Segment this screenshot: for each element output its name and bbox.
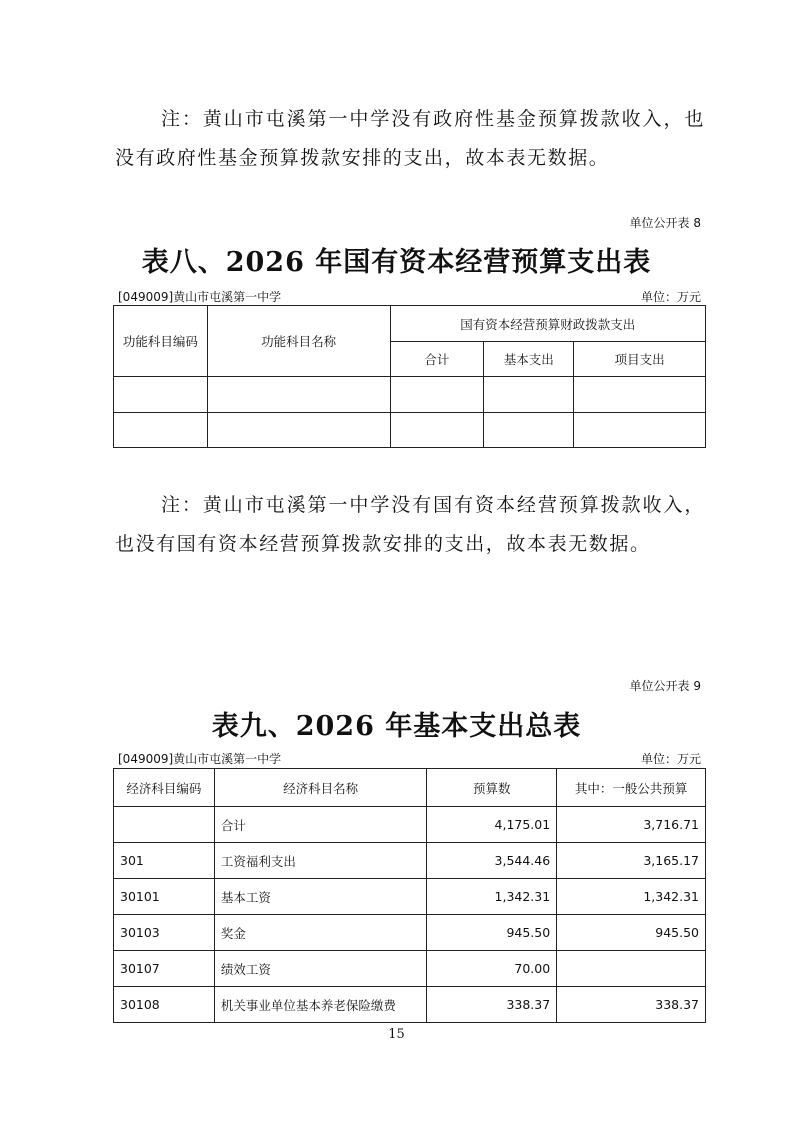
table8-header-name: 功能科目名称 (207, 306, 390, 377)
row-name: 绩效工资 (214, 951, 427, 987)
table8-empty-row (114, 413, 706, 448)
row-general: 1,342.31 (557, 879, 706, 915)
row-name: 机关事业单位基本养老保险缴费 (214, 987, 427, 1023)
row-name: 合计 (214, 807, 427, 843)
row-name: 奖金 (214, 915, 427, 951)
row-general: 3,165.17 (557, 843, 706, 879)
table9-header-code: 经济科目编码 (114, 769, 215, 807)
row-code: 301 (114, 843, 215, 879)
row-code: 30107 (114, 951, 215, 987)
table-row (114, 951, 706, 987)
row-code (114, 807, 215, 843)
table9-title: 表九、2026 年基本支出总表 (211, 711, 582, 742)
table8-title: 表八、2026 年国有资本经营预算支出表 (141, 247, 652, 278)
table8-unit: 单位：万元 (640, 290, 701, 304)
table8-header-group: 国有资本经营预算财政拨款支出 (390, 306, 706, 342)
row-budget: 338.37 (427, 987, 557, 1023)
row-budget: 945.50 (427, 915, 557, 951)
table9-org: [049009]黄山市屯溪第一中学 (118, 752, 282, 766)
table9-tag: 单位公开表 9 (629, 679, 701, 693)
row-budget: 3,544.46 (427, 843, 557, 879)
table-row (114, 915, 706, 951)
row-general: 3,716.71 (557, 807, 706, 843)
table8-org: [049009]黄山市屯溪第一中学 (118, 290, 282, 304)
row-general (557, 951, 706, 987)
page-number: 15 (388, 1027, 405, 1042)
row-general: 945.50 (557, 915, 706, 951)
table9-header-name: 经济科目名称 (214, 769, 427, 807)
row-code: 30108 (114, 987, 215, 1023)
row-name: 工资福利支出 (214, 843, 427, 879)
row-budget: 1,342.31 (427, 879, 557, 915)
row-general: 338.37 (557, 987, 706, 1023)
table8 (113, 305, 706, 448)
table9-unit: 单位：万元 (640, 752, 701, 766)
table8-tag: 单位公开表 8 (629, 216, 701, 230)
table8-empty-row (114, 377, 706, 413)
note-no-government-fund: 注：黄山市屯溪第一中学没有政府性基金预算拨款收入，也没有政府性基金预算拨款安排的支出，故本表无数据。 (115, 108, 705, 169)
table8-header-total: 合计 (390, 342, 484, 377)
row-name: 基本工资 (214, 879, 427, 915)
table8-header-code: 功能科目编码 (114, 306, 208, 377)
table-row (114, 987, 706, 1023)
row-code: 30101 (114, 879, 215, 915)
table-row (114, 807, 706, 843)
note-no-state-capital: 注：黄山市屯溪第一中学没有国有资本经营预算拨款收入，也没有国有资本经营预算拨款安排的支出，故本表无数据。 (115, 494, 705, 555)
table9-header-general: 其中：一般公共预算 (557, 769, 706, 807)
table9-header-budget: 预算数 (427, 769, 557, 807)
table-row (114, 843, 706, 879)
table8-header-project: 项目支出 (574, 342, 706, 377)
row-budget: 4,175.01 (427, 807, 557, 843)
row-code: 30103 (114, 915, 215, 951)
table-row (114, 879, 706, 915)
table9 (113, 768, 706, 1023)
table8-header-basic: 基本支出 (484, 342, 574, 377)
row-budget: 70.00 (427, 951, 557, 987)
